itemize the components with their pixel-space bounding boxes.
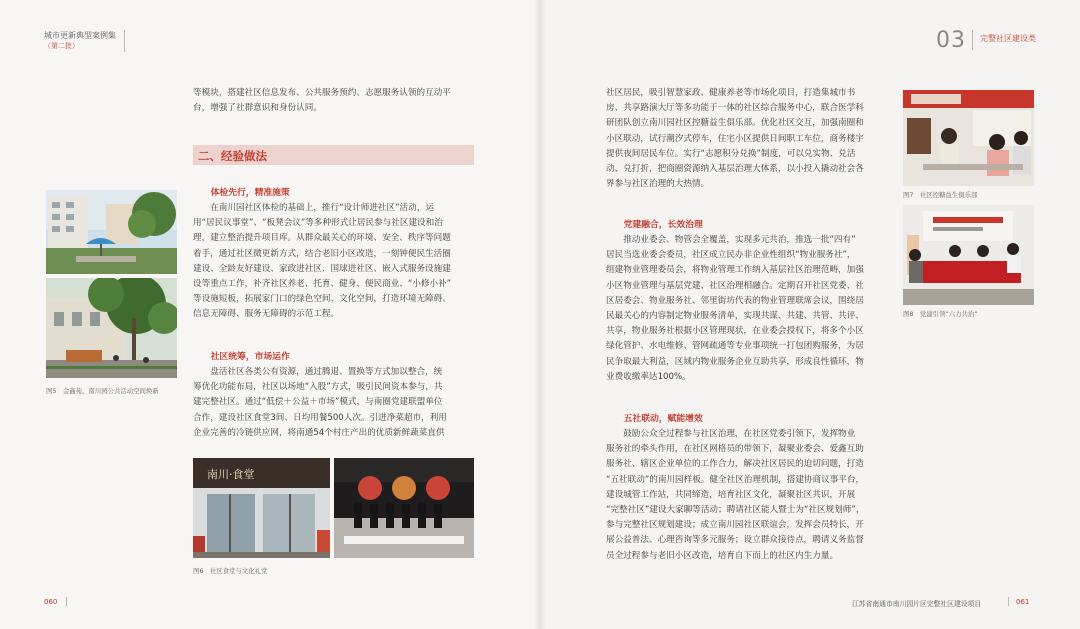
- chapter-number: 03: [936, 28, 966, 53]
- text-line: 业费收缴率达100%。: [606, 371, 691, 382]
- text-line: 展公益普法、心理咨询等多元服务；设立群众接待点，聘请义务监督: [606, 535, 864, 546]
- text-line: 等模块，搭建社区信息发布、公共服务预约、志愿服务认领的互动平: [193, 88, 451, 98]
- photo-glucose-club: [903, 90, 1034, 186]
- section-title: 二、经验做法: [198, 149, 267, 163]
- text-line: 筹优化功能布局，社区以场地“入股”方式，吸引民间资本参与，共: [193, 382, 443, 393]
- subsection-title: 党建融合，长效治理: [623, 220, 703, 230]
- photo-apartment-courtyard: [46, 190, 177, 274]
- text-line: 服务社、辖区企业单位的工作合力，解决社区居民的迫切问题，打造: [606, 459, 864, 470]
- text-line: 民最关心的内容制定物业服务清单，实现共谋、共建、共管、共评、: [606, 311, 864, 322]
- text-line: 小区物业管理与基层党建、社区治理相融合。定期召开社区党委、社: [606, 280, 864, 291]
- text-line: “完整社区”建设大家聊等活动；聘请社区能人暨士为“社区规划师”，: [606, 505, 865, 516]
- text-line: 小区联动，试行潮汐式停车，住宅小区提供日间职工车位，商务楼宇: [606, 133, 864, 144]
- text-line: 等设施短板，拓展家门口的绿色空间、文化空间，打造环境无障碍、: [193, 294, 451, 305]
- text-line: 动、兑打折，把商圈资源纳入基层治理大体系，以小投入撬动社会各: [606, 164, 864, 175]
- subsection-3: [606, 218, 888, 385]
- text-line: 设等重点工作，补齐社区养老、托育、健身、便民商业、“小修小补”: [193, 279, 452, 290]
- text-line: 信息无障碍、服务无障碍的示范工程。: [193, 309, 340, 320]
- footer-divider-left: [66, 597, 67, 606]
- right-intro: [606, 86, 888, 192]
- text-line: 界参与社区治理的大热情。: [606, 179, 710, 190]
- text-line: 服务社的牵头作用，在社区网格员的带领下，凝聚业委会、爱鑫互助: [606, 444, 864, 455]
- book-gutter: [534, 0, 546, 629]
- right-page-number: 061: [1016, 598, 1030, 606]
- text-line: “五社联动”的南川园样板。健全社区治理机制，搭建协商议事平台，: [606, 474, 865, 485]
- text-line: 共享，物业服务社根据小区管理现状，在业委会授权下，将多个小区: [606, 326, 864, 337]
- text-line: 研团队创立南川园社区控糖益生俱乐部。优化社区交互，加强南圈和: [606, 118, 864, 129]
- book-edition: （第二批）: [44, 42, 79, 50]
- text-line: 合作，建设社区食堂3间、日均用餐500人次。引进净菜超市，利用: [193, 412, 447, 423]
- text-line: 组建物业管理委员会，将物业管理工作纳入基层社区治理范畴，加强: [606, 265, 864, 276]
- subsection-title: 五社联动，赋能增效: [623, 414, 703, 424]
- footer-project-title: 江苏省南通市南川园片区完整社区建设项目: [852, 600, 982, 608]
- text-line: 台，增强了社群意识和身份认同。: [193, 103, 322, 114]
- figure-5-caption: 图5 金鑫苑、南川园公共活动空间焕新: [46, 387, 159, 395]
- chapter-title: 完整社区建设类: [980, 34, 1036, 43]
- photo-culture-hall: [334, 458, 474, 558]
- figure-7-caption: 图7 社区控糖益生俱乐部: [903, 191, 978, 199]
- text-line: 建完整社区。通过“低偿＋公益＋市场”模式，与南圈党建联盟单位: [193, 397, 443, 408]
- photo-community-canteen: [193, 458, 330, 558]
- text-line: 推动业委会、物管会全覆盖，实现多元共治，推选一批“四有”: [623, 235, 856, 245]
- header-divider-right: [972, 30, 973, 50]
- text-line: 绿化管护、水电维修、管网疏通等专业事项统一打包团购服务，为居: [606, 341, 864, 352]
- text-line: 房、共享路演大厅等多功能于一体的社区综合服务中心，联合医学科: [606, 103, 864, 114]
- text-line: 理，建立整治提升项目库。从群众最关心的环境、安全、秩序等问题: [193, 233, 451, 244]
- text-line: 区居委会、物业服务社、邻里街坊代表的物业管理联席会议，围绕居: [606, 295, 864, 306]
- photo-party-meeting: [903, 205, 1034, 305]
- photo-public-space: [46, 278, 177, 378]
- subsection-2: [193, 350, 475, 441]
- text-line: 企业完善的冷链供应网，将南通54个村庄产出的优质新鲜蔬菜直供: [193, 427, 445, 438]
- text-line: 建设城管工作站，共同缔造，培育社区文化，凝聚社区共识，开展: [606, 489, 856, 500]
- subsection-4: [606, 412, 888, 564]
- figure-6-caption: 图6 社区食堂与文化礼堂: [193, 567, 268, 575]
- text-line: 民争取最大利益，区域内物业服务企业互助共享，形成良性循环，物: [606, 356, 864, 367]
- left-page-number: 060: [44, 598, 58, 606]
- text-line: 建设、全龄友好建设、家政进社区、国球进社区、嵌入式服务设施建: [193, 263, 451, 274]
- canteen-sign: 南川·食堂: [207, 468, 255, 481]
- text-line: 鼓励公众全过程参与社区治理，在社区党委引领下，发挥物业: [623, 429, 856, 439]
- text-line: 参与完整社区规划建设；成立南川园社区联谊会，发挥会员特长，开: [606, 520, 864, 531]
- text-line: 员全过程参与老旧小区改造，培育自下而上的社区内生力量。: [606, 550, 839, 561]
- figure-8-caption: 图8 党建引领“六力共治”: [903, 310, 978, 318]
- subsection-1: [193, 186, 475, 323]
- text-line: 盘活社区各类公有资源，通过腾退、置换等方式加以整合，统: [210, 367, 443, 377]
- text-line: 用“居民议事堂”、“板凳会议”等多种形式让居民参与社区建设和治: [193, 218, 443, 229]
- text-line: 在南川园社区体检的基础上，推行“设计师进社区”活动，运: [210, 203, 434, 213]
- text-line: 着手，通过社区微更新方式，结合老旧小区改造，一刻钟便民生活圈: [193, 248, 451, 259]
- text-line: 居民当选业委会委员，社区成立民办非企业性组织“物业服务社”，: [606, 250, 856, 261]
- footer-divider-right: [1008, 597, 1009, 606]
- subsection-title: 体检先行，精准施策: [210, 188, 290, 198]
- text-line: 提供夜间居民车位。实行“志愿积分兑换”制度，可以兑实物、兑活: [606, 148, 856, 159]
- subsection-title: 社区统筹，市场运作: [210, 352, 290, 362]
- book-title: [44, 30, 116, 52]
- left-intro: [193, 86, 475, 116]
- header-divider-left: [124, 30, 125, 52]
- text-line: 社区居民，吸引智慧家政、健康养老等市场化项目，打造集城市书: [606, 88, 856, 98]
- book-title-text: 城市更新典型案例集: [44, 31, 116, 40]
